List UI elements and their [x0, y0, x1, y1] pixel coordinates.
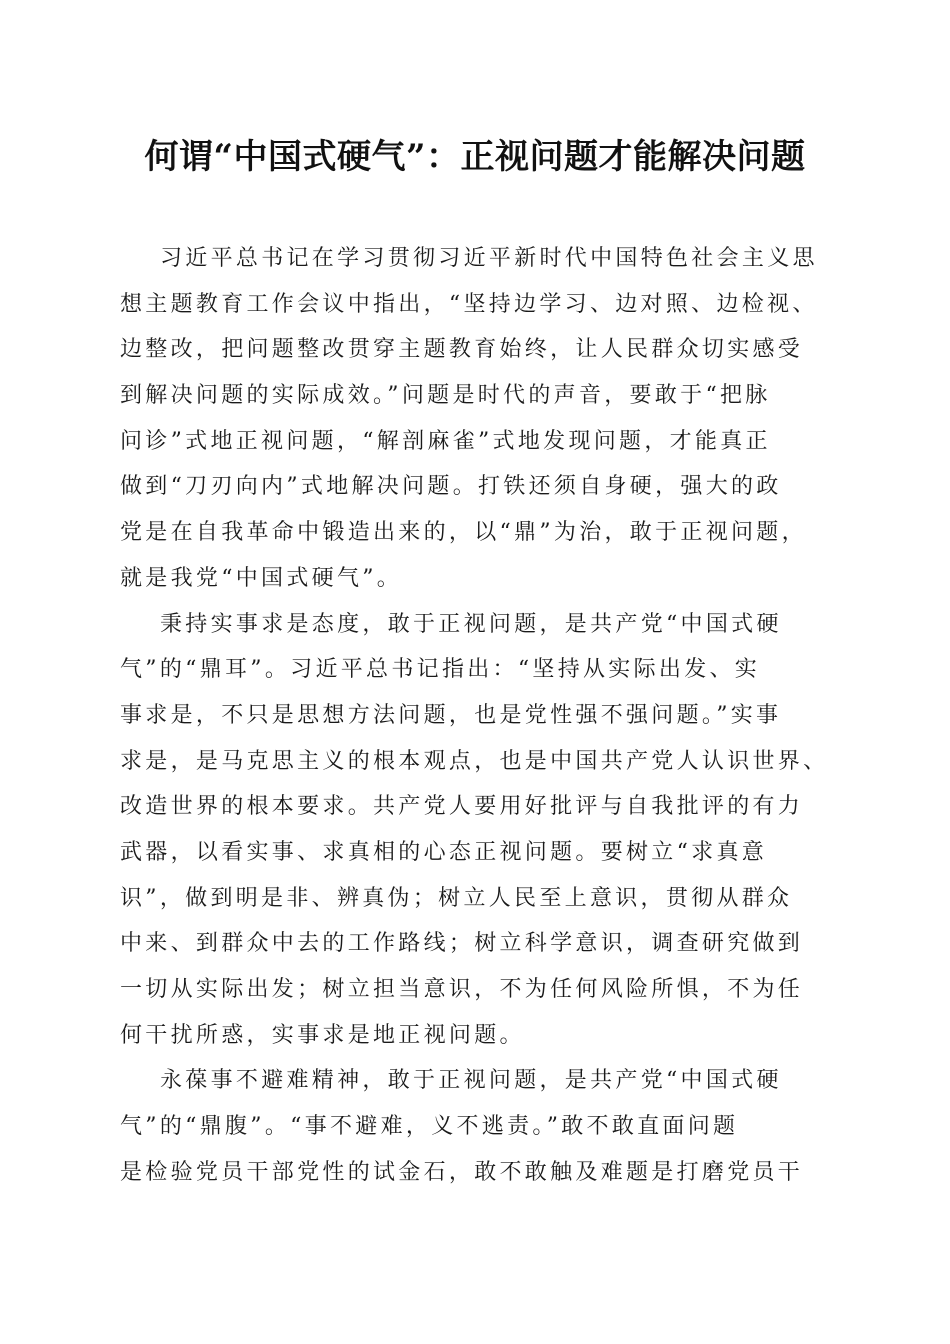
paragraph-line: 武器，以看实事、求真相的心态正视问题。要树立“求真意: [120, 839, 768, 865]
paragraph-line: 中来、到群众中去的工作路线；树立科学意识，调查研究做到: [120, 931, 804, 957]
paragraph-line: 想主题教育工作会议中指出，“坚持边学习、边对照、边检视、: [120, 291, 818, 317]
paragraph-line: 做到“刀刃向内”式地解决问题。打铁还须自身硬，强大的政: [120, 474, 782, 500]
paragraph-line: 识”，做到明是非、辨真伪；树立人民至上意识，贯彻从群众: [120, 885, 793, 911]
paragraph-line: 秉持实事求是态度，敢于正视问题，是共产党“中国式硬: [160, 611, 782, 637]
article-title: 何谓“中国式硬气”：正视问题才能解决问题: [144, 137, 806, 177]
paragraph-line: 习近平总书记在学习贯彻习近平新时代中国特色社会主义思: [160, 246, 818, 271]
paragraph-line: 到解决问题的实际成效。”问题是时代的声音，要敢于“把脉: [120, 383, 771, 409]
paragraph-line: 求是，是马克思主义的根本观点，也是中国共产党人认识世界、: [120, 748, 829, 774]
article-body: [120, 236, 832, 1195]
paragraph-line: 是检验党员干部党性的试金石，敢不敢触及难题是打磨党员干: [120, 1159, 804, 1185]
paragraph-line: 事求是，不只是思想方法问题，也是党性强不强问题。”实事: [120, 702, 782, 728]
paragraph-line: 一切从实际出发；树立担当意识，不为任何风险所惧，不为任: [120, 977, 804, 1002]
paragraph-line: 就是我党“中国式硬气”。: [120, 565, 403, 591]
paragraph-line: 气”的“鼎耳”。习近平总书记指出：“坚持从实际出发、实: [120, 657, 761, 683]
paragraph-line: 党是在自我革命中锻造出来的，以“鼎”为治，敢于正视问题，: [120, 520, 807, 546]
paragraph-line: 改造世界的根本要求。共产党人要用好批评与自我批评的有力: [120, 794, 804, 820]
paragraph-line: 边整改，把问题整改贯穿主题教育始终，让人民群众切实感受: [120, 337, 804, 363]
paragraph-line: 气”的“鼎腹”。“事不避难，义不逃责。”敢不敢直面问题: [120, 1114, 739, 1140]
paragraph-line: 永葆事不避难精神，敢于正视问题，是共产党“中国式硬: [160, 1068, 782, 1094]
paragraph-line: 问诊”式地正视问题，“解剖麻雀”式地发现问题，才能真正: [120, 428, 771, 454]
paragraph-line: 何干扰所惑，实事求是地正视问题。: [120, 1022, 525, 1048]
